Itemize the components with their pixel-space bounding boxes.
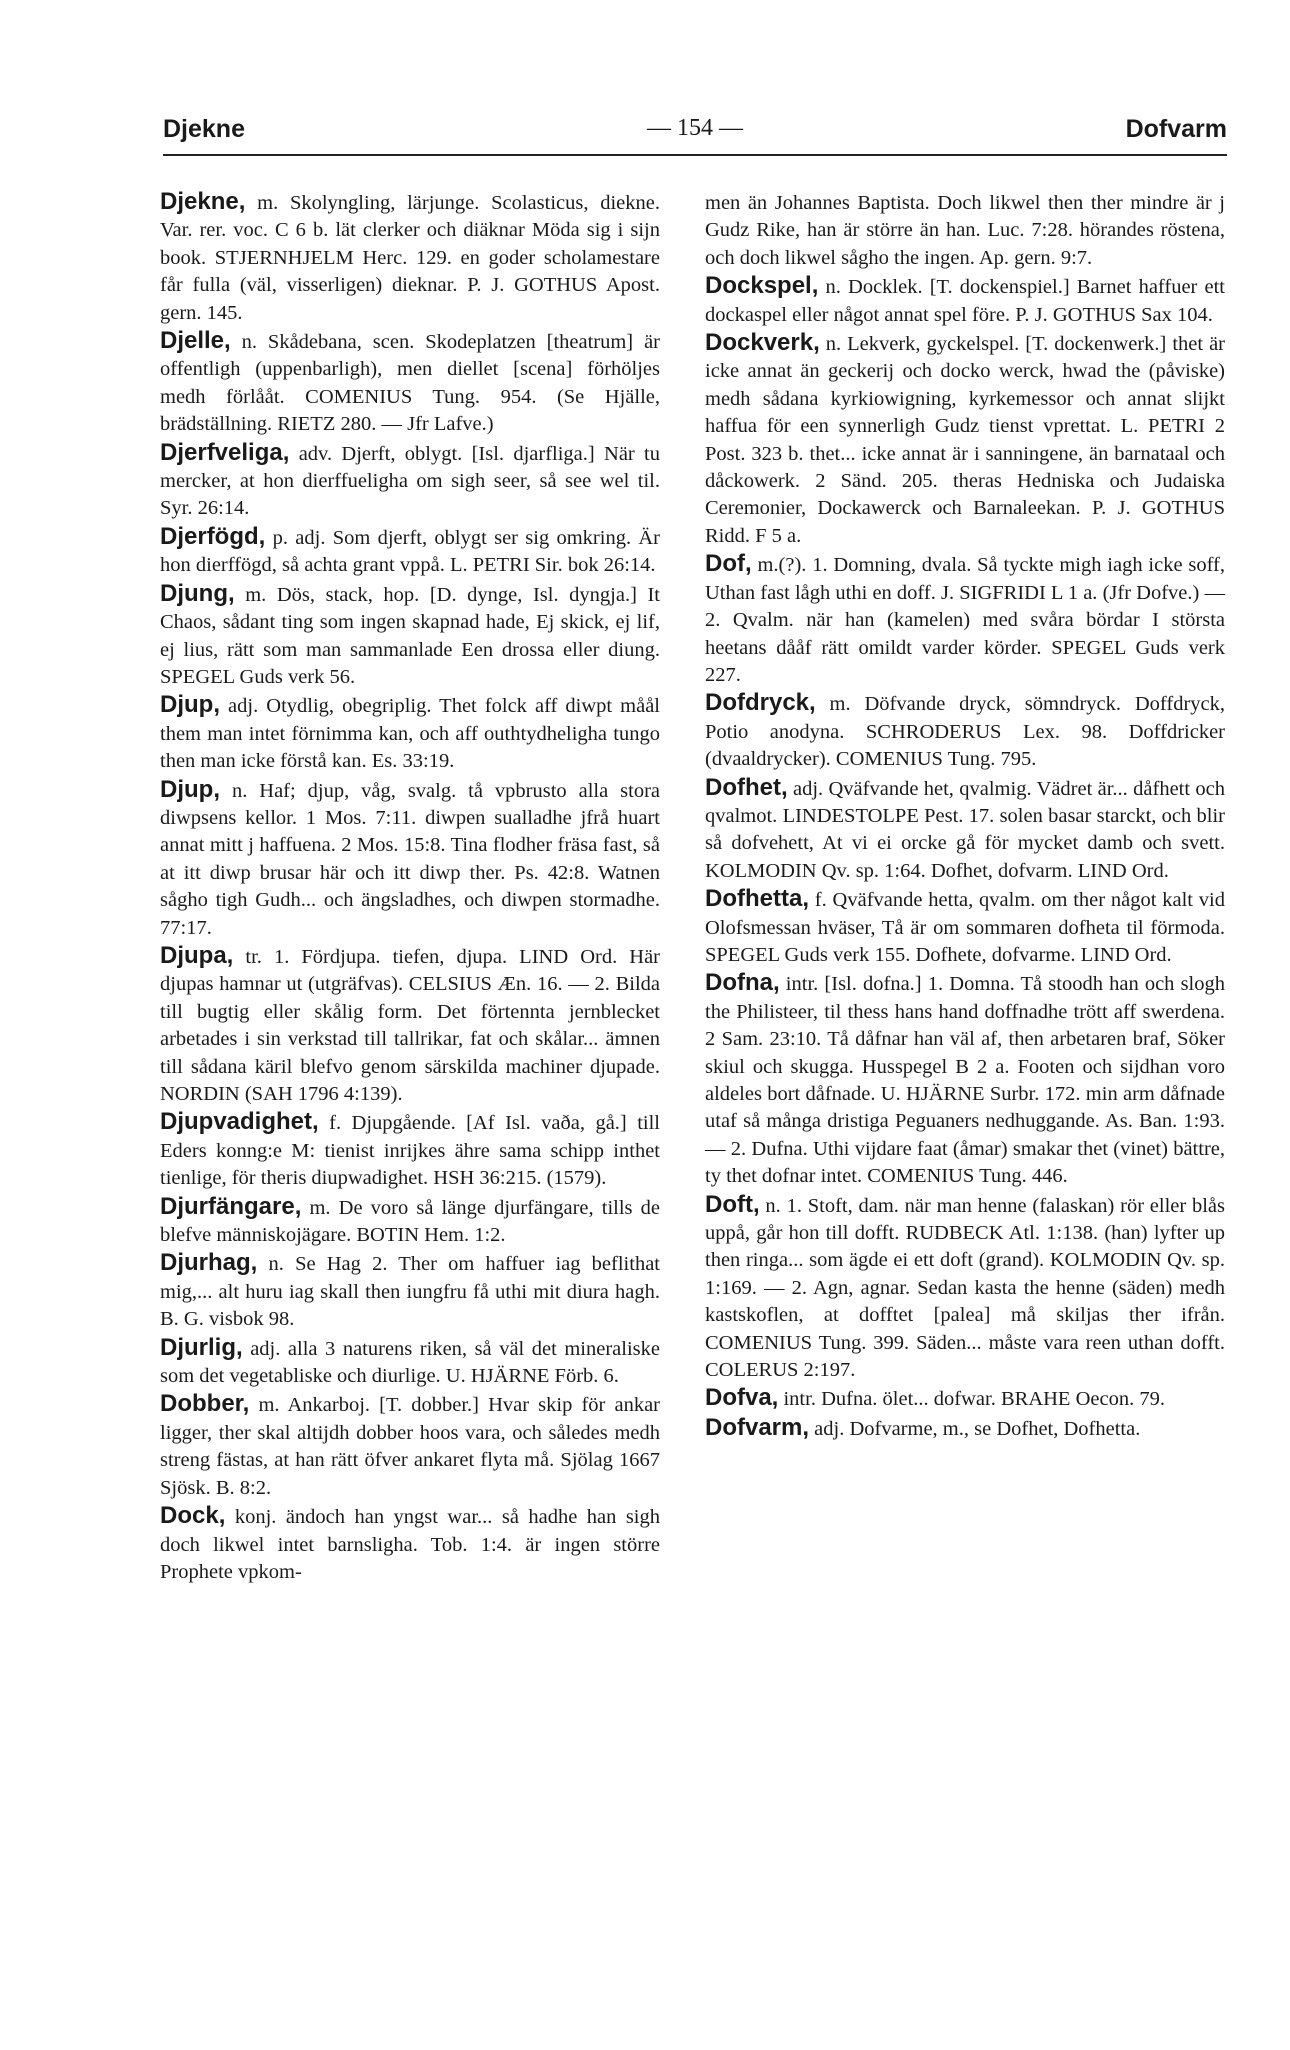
headword: Djelle, xyxy=(160,327,231,355)
dictionary-entry xyxy=(705,774,1225,886)
dictionary-entry xyxy=(160,439,660,523)
entry-text: m. Skolyngling, lärjunge. Scolasticus, diekne. Var. rer. voc. C 6 b. lät clerker och diäknar Möda sig i sijn book. STJERNHJELM Herc. 129. en goder scholamestare får fulla (väl, visserligen) dieknar. P. J. GOTHUS Apost. gern. 145. xyxy=(160,192,660,324)
dictionary-entry xyxy=(160,1193,660,1250)
entry-text: adj. alla 3 naturens riken, så väl det mineraliske som det vegetabliske och diurlige. U. HJÄRNE Förb. 6. xyxy=(160,1337,660,1388)
left-column xyxy=(160,188,660,1586)
entry-text: m. Döfvande dryck, sömndryck. Doffdryck, Potio anodyna. SCHRODERUS Lex. 98. Doffdricker (dvaaldrycker). COMENIUS Tung. 795. xyxy=(705,693,1225,771)
dictionary-entry xyxy=(160,776,660,942)
entry-text: f. Djupgående. [Af Isl. vaða, gå.] till Eders konng:e M: tienist inrijkes ähre sama schipp inthet tienlige, för theris diupwadighet. HSH 36:215. (1579). xyxy=(160,1112,660,1190)
header-rule xyxy=(163,154,1227,156)
dictionary-entry xyxy=(705,1191,1225,1385)
dictionary-entry xyxy=(705,188,1225,272)
dictionary-entry xyxy=(705,885,1225,969)
headword: Dofhetta, xyxy=(705,885,809,913)
entry-text: m. De voro så länge djurfängare, tills de blefve människojägare. BOTIN Hem. 1:2. xyxy=(160,1196,660,1247)
headword: Djurlig, xyxy=(160,1333,243,1361)
entry-text: adv. Djerft, oblygt. [Isl. djarfliga.] När tu mercker, at hon dierffueligha om sigh seer, så see wel til. Syr. 26:14. xyxy=(160,442,660,520)
entry-text: m.(?). 1. Domning, dvala. Så tyckte migh iagh icke soff, Uthan fast lågh uthi en doff. J. SIGFRIDI L 1 a. (Jfr Dofve.) — 2. Qvalm. när han (kamelen) med svåra bördar I största heetans dååf rätt omildt varder körder. SPEGEL Guds verk 227. xyxy=(705,554,1225,686)
headword: Djupvadighet, xyxy=(160,1108,319,1136)
dictionary-entry xyxy=(160,580,660,692)
dictionary-entry xyxy=(160,1502,660,1586)
right-column xyxy=(705,188,1225,1443)
dictionary-entry xyxy=(160,188,660,327)
entry-text: n. Haf; djup, våg, svalg. tå vpbrusto alla stora diwpsens kellor. 1 Mos. 7:11. diwpen sualladhe jfrå huart annat mitt j haffuena. 2 Mos. 15:8. Tina flodher fräsa fast, så at itt diwp brusar här och itt diwp ther. Ps. 42:8. Watnen sågho tigh Gudh... och ängsladhes, och diwpen stormadhe. 77:17. xyxy=(160,779,660,939)
headword: Dobber, xyxy=(160,1390,250,1418)
headword: Djupa, xyxy=(160,941,234,969)
headword: Djup, xyxy=(160,691,220,719)
running-head-right: Dofvarm xyxy=(1125,115,1227,143)
entry-text: n. Docklek. [T. dockenspiel.] Barnet haffuer ett dockaspel eller något annat spel före. P. J. GOTHUS Sax 104. xyxy=(705,276,1225,326)
headword: Dockspel, xyxy=(705,272,819,300)
dictionary-entry xyxy=(705,1384,1225,1413)
dictionary-entry xyxy=(705,969,1225,1190)
headword: Doft, xyxy=(705,1190,760,1218)
headword: Dof, xyxy=(705,550,752,578)
dictionary-entry xyxy=(160,327,660,439)
entry-text: intr. Dufna. ölet... dofwar. BRAHE Oecon. 79. xyxy=(778,1388,1165,1411)
entry-text: tr. 1. Fördjupa. tiefen, djupa. LIND Ord. Här djupas hamnar ut (utgräfvas). CELSIUS Æn. 16. — 2. Bilda till bugtig eller skålig form. Det förtennta jernblecket arbetades i sin verkstad till tallrikar, fat och skålar... ämnen till sådana käril blefvo genom särskilda machiner djupade. NORDIN (SAH 1796 4:139). xyxy=(160,945,660,1105)
entry-text: adj. Dofvarme, m., se Dofhet, Dofhetta. xyxy=(809,1417,1141,1440)
headword: Dofvarm, xyxy=(705,1413,810,1441)
dictionary-entry xyxy=(705,689,1225,773)
dictionary-entry xyxy=(160,1108,660,1192)
running-head-left: Djekne xyxy=(163,115,245,143)
entry-text: f. Qväfvande hetta, qvalm. om ther något kalt vid Olofsmessan hväser, Tå är om sommaren dofheta til förmoda. SPEGEL Guds verk 155. Dofhete, dofvarme. LIND Ord. xyxy=(705,889,1225,966)
headword: Djup, xyxy=(160,775,220,803)
headword: Dofva, xyxy=(705,1384,779,1412)
entry-text: konj. ändoch han yngst war... så hadhe han sigh doch likwel intet barnsligha. Tob. 1:4. är ingen större Prophete vpkom- xyxy=(160,1506,660,1583)
entry-text: adj. Otydlig, obegriplig. Thet folck aff diwpt måål them man intet förnimma kan, och aff outhtydheligha tungo then man icke förstå kan. Es. 33:19. xyxy=(160,695,660,773)
headword: Dofna, xyxy=(705,969,780,997)
headword: Djung, xyxy=(160,579,235,607)
headword: Djekne, xyxy=(160,188,246,215)
page-header xyxy=(163,115,1227,149)
dictionary-entry xyxy=(705,329,1225,550)
headword: Djurfängare, xyxy=(160,1192,302,1220)
dictionary-entry xyxy=(705,1414,1225,1443)
entry-text: n. Skådebana, scen. Skodeplatzen [theatrum] är offentligh (uppenbarligh), men diellet [scena] förhöljes medh förlååt. COMENIUS Tung. 954. (Se Hjälle, brädställning. RIETZ 280. — Jfr Lafve.) xyxy=(160,331,660,436)
entry-text: n. Lekverk, gyckelspel. [T. dockenwerk.] thet är icke annat än geckerij och docko werck, hwad the (påviske) medh sådana kyrkiowigning, kyrkemessor och annat slijkt haffua för een synnerligh Gudz tienst vprettat. L. PETRI 2 Post. 323 b. thet... icke annat är i sanningene, än barnataal och dåckowerk. 2 Sänd. 205. theras Hedniska och Judaiska Ceremonier, Dockawerck och Barnaleekan. P. J. GOTHUS Ridd. F 5 a. xyxy=(705,333,1225,547)
dictionary-entry xyxy=(705,272,1225,329)
dictionary-entry xyxy=(160,1390,660,1502)
headword: Djerfveliga, xyxy=(160,438,290,466)
entry-text: m. Dös, stack, hop. [D. dynge, Isl. dyngja.] It Chaos, sådant ting som ingen skapnad hade, Ej skick, ej lif, ej lius, rätt som man sammanlade Een drossa eller diung. SPEGEL Guds verk 56. xyxy=(160,583,660,688)
dictionary-entry xyxy=(160,523,660,580)
entry-text: n. Se Hag 2. Ther om haffuer iag beflithat mig,... alt huru iag skall then iungfru få uthi mit diura hagh. B. G. visbok 98. xyxy=(160,1253,660,1331)
entry-text: m. Ankarboj. [T. dobber.] Hvar skip för ankar ligger, ther skal altijdh dobber hoos vara, och således medh streng fästas, at han rätt öfver ankaret flyta må. Sjölag 1667 Sjösk. B. 8:2. xyxy=(160,1394,660,1499)
headword: Dockverk, xyxy=(705,329,820,357)
entry-text: adj. Qväfvande het, qvalmig. Vädret är... dåfhett och qvalmot. LINDESTOLPE Pest. 17. solen basar starckt, och blir så dofvehett, At vi ei orcke gå för mycket damb och svett. KOLMODIN Qv. sp. 1:64. Dofhet, dofvarm. LIND Ord. xyxy=(705,777,1225,882)
dictionary-entry xyxy=(160,942,660,1108)
entry-text: intr. [Isl. dofna.] 1. Domna. Tå stoodh han och slogh the Philisteer, til thess hans hand doffnadhe trött aff swerdena. 2 Sam. 23:10. Tå dåfnar han väl af, then arbetaren braf, Söker skiul och skugga. Husspegel B 2 a. Footen och sijdhan voro aldeles bort dåfnade. U. HJÄRNE Surbr. 172. min arm dåfnade utaf så många dristiga Peguaners nedhuggande. As. Ban. 1:93. — 2. Dufna. Uthi vijdare faat (åmar) smakar thet (vinet) bättre, ty thet dofnar intet. COMENIUS Tung. 446. xyxy=(705,973,1225,1188)
headword: Djerfögd, xyxy=(160,522,266,550)
page-number: — 154 — xyxy=(647,115,743,141)
entry-text: men än Johannes Baptista. Doch likwel then ther mindre är j Gudz Rike, han är större än han. Luc. 7:28. hörandes röstena, och doch likwel sågho the ingen. Ap. gern. 9:7. xyxy=(705,192,1225,269)
entry-text: p. adj. Som djerft, oblygt ser sig omkring. Är hon dierffögd, så achta grant vppå. L. PETRI Sir. bok 26:14. xyxy=(160,526,660,577)
headword: Djurhag, xyxy=(160,1249,258,1277)
dictionary-entry xyxy=(160,1334,660,1391)
headword: Dock, xyxy=(160,1502,226,1530)
entry-text: n. 1. Stoft, dam. när man henne (falaskan) rör eller blås uppå, går hon till dofft. RUDBECK Atl. 1:138. (han) lyfter up then ringa... som ägde ei ett doft (grand). KOLMODIN Qv. sp. 1:169. — 2. Agn, agnar. Sedan kasta the henne (säden) medh kastskoflen, at dofftet [palea] må skiljas ther ifrån. COMENIUS Tung. 399. Säden... måste vara reen uthan dofft. COLERUS 2:197. xyxy=(705,1194,1225,1382)
headword: Dofdryck, xyxy=(705,689,816,717)
headword: Dofhet, xyxy=(705,773,788,801)
dictionary-entry xyxy=(705,550,1225,689)
dictionary-entry xyxy=(160,1249,660,1333)
dictionary-entry xyxy=(160,691,660,775)
